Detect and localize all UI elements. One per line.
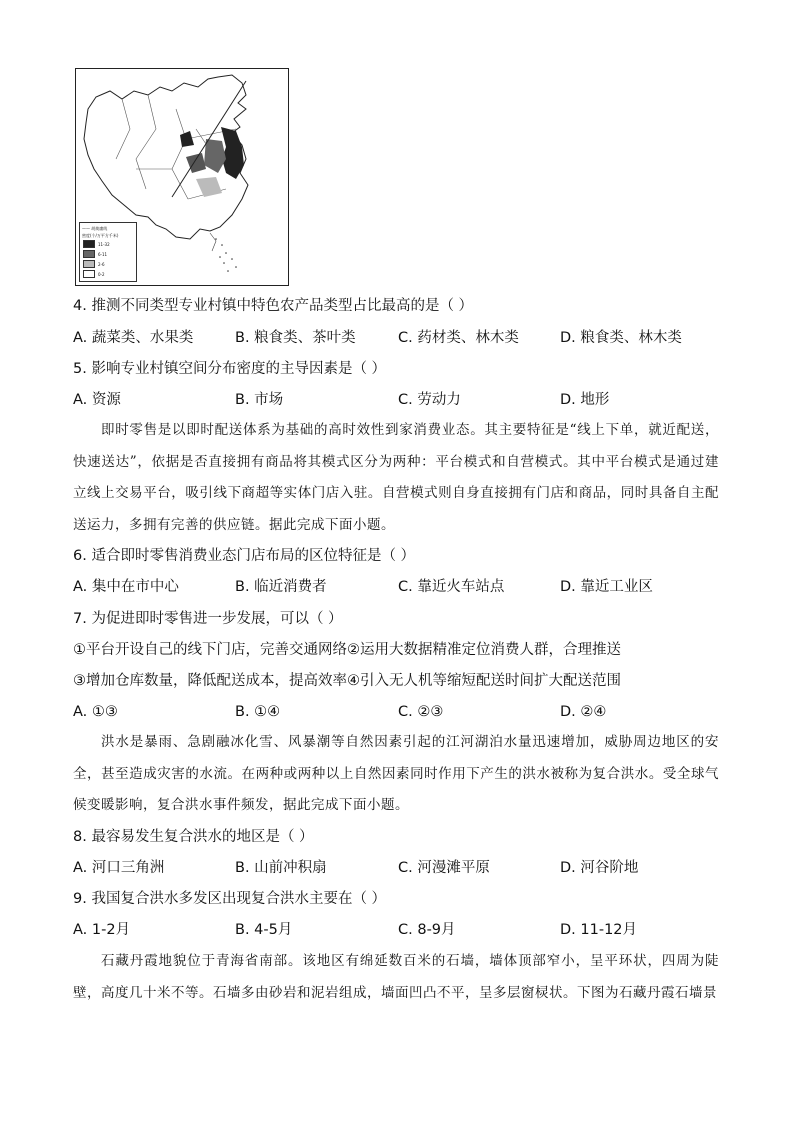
q7-statement-line-2: ③增加仓库数量，降低配送成本，提高效率④引入无人机等缩短配送时间扩大配送范围 — [73, 673, 621, 689]
south-sea-islands — [215, 238, 237, 272]
legend-swatch — [83, 270, 95, 278]
q5-option-d[interactable]: D. 地形 — [560, 392, 610, 408]
q9-option-c[interactable]: C. 8-9月 — [398, 922, 456, 938]
q7-statement-line-1: ①平台开设自己的线下门店，完善交通网络②运用大数据精准定位消费人群，合理推送 — [73, 642, 621, 658]
legend-item — [80, 259, 136, 269]
legend-label: 6-11 — [98, 251, 108, 257]
map-legend — [79, 222, 137, 282]
q9-option-b[interactable]: B. 4-5月 — [235, 922, 293, 938]
q8-option-b[interactable]: B. 山前冲积扇 — [235, 860, 327, 876]
question-6-stem: 6. 适合即时零售消费业态门店布局的区位特征是（ ） — [73, 548, 416, 564]
legend-line-label: —— 胡焕庸线 — [82, 226, 108, 231]
legend-label: 2-6 — [98, 261, 105, 267]
q9-option-d[interactable]: D. 11-12月 — [560, 922, 638, 938]
legend-title: 密度(个/万平方千米) — [82, 233, 119, 238]
q6-option-d[interactable]: D. 靠近工业区 — [560, 579, 653, 595]
q8-option-a[interactable]: A. 河口三角洲 — [73, 860, 165, 876]
q6-option-b[interactable]: B. 临近消费者 — [235, 579, 327, 595]
question-9-stem: 9. 我国复合洪水多发区出现复合洪水主要在（ ） — [73, 891, 387, 907]
legend-swatch — [83, 250, 95, 258]
question-4-stem: 4. 推测不同类型专业村镇中特色农产品类型占比最高的是（ ） — [73, 298, 474, 314]
q4-option-b[interactable]: B. 粮食类、茶叶类 — [235, 330, 356, 346]
q7-option-c[interactable]: C. ②③ — [398, 704, 444, 720]
q5-option-b[interactable]: B. 市场 — [235, 392, 284, 408]
legend-item — [80, 249, 136, 259]
q9-option-a[interactable]: A. 1-2月 — [73, 922, 131, 938]
legend-item — [80, 239, 136, 249]
china-density-map — [75, 68, 289, 286]
legend-label: 0-2 — [98, 271, 105, 277]
q7-option-b[interactable]: B. ①④ — [235, 704, 281, 720]
q4-option-c[interactable]: C. 药材类、林木类 — [398, 330, 519, 346]
legend-item — [80, 269, 136, 279]
q7-option-d[interactable]: D. ②④ — [560, 704, 607, 720]
question-8-stem: 8. 最容易发生复合洪水的地区是（ ） — [73, 829, 314, 845]
q8-option-d[interactable]: D. 河谷阶地 — [560, 860, 639, 876]
passage-compound-flood: 洪水是暴雨、急剧融冰化雪、风暴潮等自然因素引起的江河湖泊水量迅速增加，威胁周边地区的安全，甚至造成灾害的水流。在两种或两种以上自然因素同时作用下产生的洪水被称为复合洪水。受全球气候变暖影响，复合洪水事件频发，据此完成下面小题。 — [73, 734, 719, 813]
q4-option-a[interactable]: A. 蔬菜类、水果类 — [73, 330, 194, 346]
passage-instant-retail: 即时零售是以即时配送体系为基础的高时效性到家消费业态。其主要特征是“线上下单，就近配送，快速送达”，依据是否直接拥有商品将其模式区分为两种：平台模式和自营模式。其中平台模式是通过建立线上交易平台，吸引线下商超等实体门店入驻。自营模式则自身直接拥有门店和商品，同时具备自主配送运力，多拥有完善的供应链。据此完成下面小题。 — [73, 422, 719, 533]
legend-label: 11-32 — [98, 241, 110, 247]
q4-option-d[interactable]: D. 粮食类、林木类 — [560, 330, 682, 346]
q6-option-c[interactable]: C. 靠近火车站点 — [398, 579, 505, 595]
q5-option-c[interactable]: C. 劳动力 — [398, 392, 461, 408]
q7-option-a[interactable]: A. ①③ — [73, 704, 118, 720]
q6-option-a[interactable]: A. 集中在市中心 — [73, 579, 179, 595]
q8-option-c[interactable]: C. 河漫滩平原 — [398, 860, 490, 876]
legend-swatch — [83, 240, 95, 248]
passage-danxia-wall: 石藏丹霞地貌位于青海省南部。该地区有绵延数百米的石墙，墙体顶部窄小，呈平环状，四周为陡壁，高度几十米不等。石墙多由砂岩和泥岩组成，墙面凹凸不平，呈多层窗棂状。下图为石藏丹霞石墙景 — [73, 953, 719, 1001]
q5-option-a[interactable]: A. 资源 — [73, 392, 121, 408]
legend-swatch — [83, 260, 95, 268]
question-5-stem: 5. 影响专业村镇空间分布密度的主导因素是（ ） — [73, 361, 387, 377]
question-7-stem: 7. 为促进即时零售进一步发展，可以（ ） — [73, 611, 343, 627]
